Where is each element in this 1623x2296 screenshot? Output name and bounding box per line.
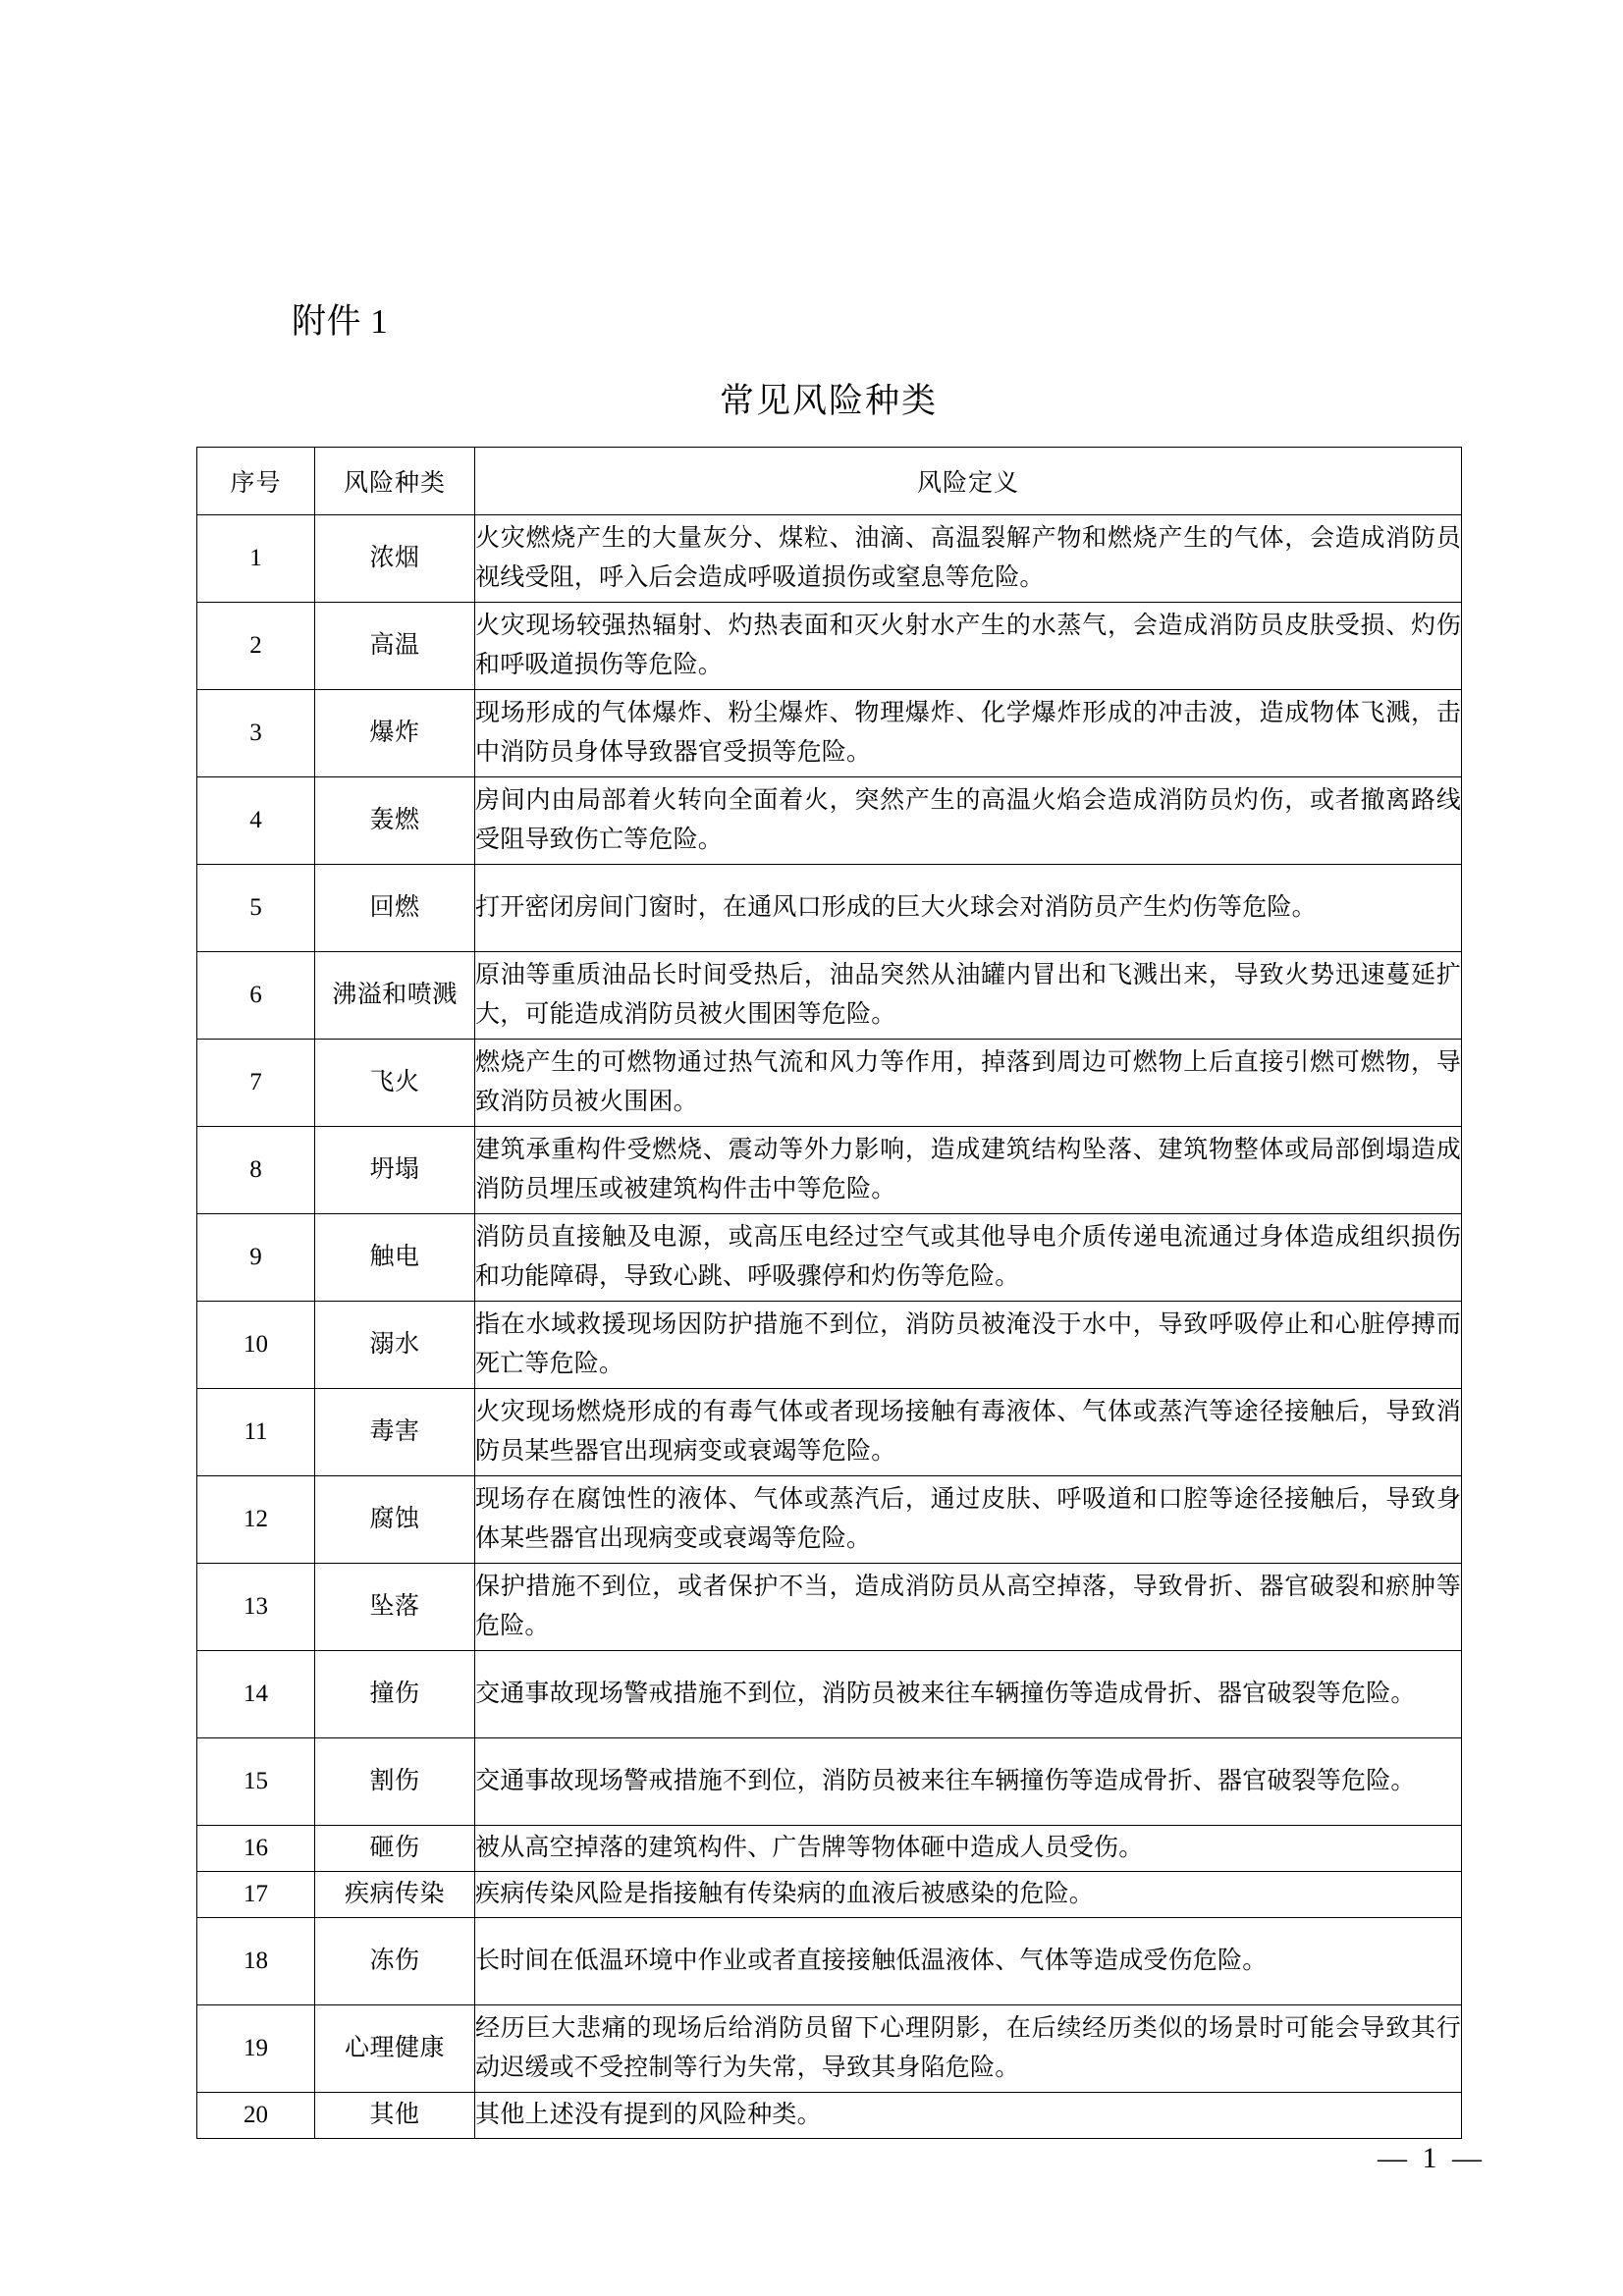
cell-risk-kind: 心理健康 bbox=[315, 2005, 475, 2093]
table-row bbox=[197, 690, 1462, 777]
table-row bbox=[197, 952, 1462, 1040]
table-row bbox=[197, 603, 1462, 690]
cell-risk-kind: 爆炸 bbox=[315, 690, 475, 777]
cell-sequence-number: 19 bbox=[197, 2005, 315, 2093]
cell-sequence-number: 13 bbox=[197, 1564, 315, 1651]
cell-risk-definition: 房间内由局部着火转向全面着火，突然产生的高温火焰会造成消防员灼伤，或者撤离路线受阻导致伤亡等危险。 bbox=[475, 777, 1462, 865]
cell-sequence-number: 3 bbox=[197, 690, 315, 777]
table-row bbox=[197, 1214, 1462, 1302]
cell-risk-definition: 长时间在低温环境中作业或者直接接触低温液体、气体等造成受伤危险。 bbox=[475, 1918, 1462, 2005]
attachment-label: 附件 1 bbox=[292, 302, 389, 341]
table-row bbox=[197, 1872, 1462, 1918]
cell-risk-kind: 浓烟 bbox=[315, 515, 475, 603]
cell-sequence-number: 14 bbox=[197, 1651, 315, 1738]
cell-risk-definition: 消防员直接触及电源，或高压电经过空气或其他导电介质传递电流通过身体造成组织损伤和功能障碍，导致心跳、呼吸骤停和灼伤等危险。 bbox=[475, 1214, 1462, 1302]
table-row bbox=[197, 777, 1462, 865]
cell-risk-definition: 交通事故现场警戒措施不到位，消防员被来往车辆撞伤等造成骨折、器官破裂等危险。 bbox=[475, 1738, 1462, 1826]
cell-sequence-number: 11 bbox=[197, 1389, 315, 1476]
cell-risk-definition: 现场形成的气体爆炸、粉尘爆炸、物理爆炸、化学爆炸形成的冲击波，造成物体飞溅，击中消防员身体导致器官受损等危险。 bbox=[475, 690, 1462, 777]
cell-sequence-number: 6 bbox=[197, 952, 315, 1040]
cell-risk-kind: 腐蚀 bbox=[315, 1476, 475, 1564]
cell-risk-kind: 冻伤 bbox=[315, 1918, 475, 2005]
table-row bbox=[197, 515, 1462, 603]
cell-risk-kind: 高温 bbox=[315, 603, 475, 690]
cell-risk-kind: 溺水 bbox=[315, 1302, 475, 1389]
cell-risk-definition: 火灾现场燃烧形成的有毒气体或者现场接触有毒液体、气体或蒸汽等途径接触后，导致消防员某些器官出现病变或衰竭等危险。 bbox=[475, 1389, 1462, 1476]
cell-sequence-number: 18 bbox=[197, 1918, 315, 2005]
table-row bbox=[197, 1040, 1462, 1127]
cell-sequence-number: 4 bbox=[197, 777, 315, 865]
cell-risk-definition: 经历巨大悲痛的现场后给消防员留下心理阴影，在后续经历类似的场景时可能会导致其行动迟缓或不受控制等行为失常，导致其身陷危险。 bbox=[475, 2005, 1462, 2093]
table-row bbox=[197, 1302, 1462, 1389]
table-body bbox=[197, 515, 1462, 2139]
risk-table-container bbox=[196, 447, 1461, 2139]
cell-risk-definition: 火灾现场较强热辐射、灼热表面和灭火射水产生的水蒸气，会造成消防员皮肤受损、灼伤和呼吸道损伤等危险。 bbox=[475, 603, 1462, 690]
cell-sequence-number: 16 bbox=[197, 1826, 315, 1872]
cell-risk-definition: 被从高空掉落的建筑构件、广告牌等物体砸中造成人员受伤。 bbox=[475, 1826, 1462, 1872]
table-row bbox=[197, 1564, 1462, 1651]
cell-risk-kind: 其他 bbox=[315, 2093, 475, 2139]
cell-risk-definition: 现场存在腐蚀性的液体、气体或蒸汽后，通过皮肤、呼吸道和口腔等途径接触后，导致身体某些器官出现病变或衰竭等危险。 bbox=[475, 1476, 1462, 1564]
table-row bbox=[197, 1389, 1462, 1476]
page-title: 常见风险种类 bbox=[719, 382, 938, 420]
cell-sequence-number: 20 bbox=[197, 2093, 315, 2139]
cell-sequence-number: 17 bbox=[197, 1872, 315, 1918]
cell-risk-definition: 打开密闭房间门窗时，在通风口形成的巨大火球会对消防员产生灼伤等危险。 bbox=[475, 865, 1462, 952]
table-row bbox=[197, 1826, 1462, 1872]
cell-risk-definition: 其他上述没有提到的风险种类。 bbox=[475, 2093, 1462, 2139]
column-header-no: 序号 bbox=[197, 448, 315, 515]
cell-sequence-number: 12 bbox=[197, 1476, 315, 1564]
cell-risk-kind: 割伤 bbox=[315, 1738, 475, 1826]
cell-risk-kind: 砸伤 bbox=[315, 1826, 475, 1872]
table-row bbox=[197, 2093, 1462, 2139]
cell-risk-definition: 交通事故现场警戒措施不到位，消防员被来往车辆撞伤等造成骨折、器官破裂等危险。 bbox=[475, 1651, 1462, 1738]
table-row bbox=[197, 2005, 1462, 2093]
table-row bbox=[197, 1738, 1462, 1826]
column-header-kind: 风险种类 bbox=[315, 448, 475, 515]
cell-risk-definition: 建筑承重构件受燃烧、震动等外力影响，造成建筑结构坠落、建筑物整体或局部倒塌造成消防员埋压或被建筑构件击中等危险。 bbox=[475, 1127, 1462, 1214]
cell-risk-kind: 毒害 bbox=[315, 1389, 475, 1476]
cell-sequence-number: 8 bbox=[197, 1127, 315, 1214]
cell-risk-definition: 火灾燃烧产生的大量灰分、煤粒、油滴、高温裂解产物和燃烧产生的气体，会造成消防员视线受阻，呼入后会造成呼吸道损伤或窒息等危险。 bbox=[475, 515, 1462, 603]
cell-sequence-number: 15 bbox=[197, 1738, 315, 1826]
cell-sequence-number: 9 bbox=[197, 1214, 315, 1302]
table-row bbox=[197, 1651, 1462, 1738]
column-header-definition: 风险定义 bbox=[475, 448, 1462, 515]
cell-risk-kind: 疾病传染 bbox=[315, 1872, 475, 1918]
cell-risk-definition: 燃烧产生的可燃物通过热气流和风力等作用，掉落到周边可燃物上后直接引燃可燃物，导致消防员被火围困。 bbox=[475, 1040, 1462, 1127]
cell-sequence-number: 2 bbox=[197, 603, 315, 690]
table-row bbox=[197, 1127, 1462, 1214]
cell-risk-definition: 指在水域救援现场因防护措施不到位，消防员被淹没于水中，导致呼吸停止和心脏停搏而死亡等危险。 bbox=[475, 1302, 1462, 1389]
cell-sequence-number: 5 bbox=[197, 865, 315, 952]
table-row bbox=[197, 1476, 1462, 1564]
cell-risk-kind: 飞火 bbox=[315, 1040, 475, 1127]
cell-risk-kind: 轰燃 bbox=[315, 777, 475, 865]
cell-sequence-number: 7 bbox=[197, 1040, 315, 1127]
cell-risk-kind: 回燃 bbox=[315, 865, 475, 952]
cell-risk-kind: 触电 bbox=[315, 1214, 475, 1302]
risk-table bbox=[196, 447, 1462, 2139]
table-header-row bbox=[197, 448, 1462, 515]
table-row bbox=[197, 1918, 1462, 2005]
cell-sequence-number: 1 bbox=[197, 515, 315, 603]
cell-risk-definition: 原油等重质油品长时间受热后，油品突然从油罐内冒出和飞溅出来，导致火势迅速蔓延扩大，可能造成消防员被火围困等危险。 bbox=[475, 952, 1462, 1040]
cell-risk-definition: 保护措施不到位，或者保护不当，造成消防员从高空掉落，导致骨折、器官破裂和瘀肿等危险。 bbox=[475, 1564, 1462, 1651]
cell-risk-kind: 坠落 bbox=[315, 1564, 475, 1651]
cell-risk-kind: 沸溢和喷溅 bbox=[315, 952, 475, 1040]
page-number: — 1 — bbox=[1378, 2142, 1486, 2174]
cell-risk-kind: 撞伤 bbox=[315, 1651, 475, 1738]
cell-sequence-number: 10 bbox=[197, 1302, 315, 1389]
table-header bbox=[197, 448, 1462, 515]
cell-risk-kind: 坍塌 bbox=[315, 1127, 475, 1214]
cell-risk-definition: 疾病传染风险是指接触有传染病的血液后被感染的危险。 bbox=[475, 1872, 1462, 1918]
table-row bbox=[197, 865, 1462, 952]
